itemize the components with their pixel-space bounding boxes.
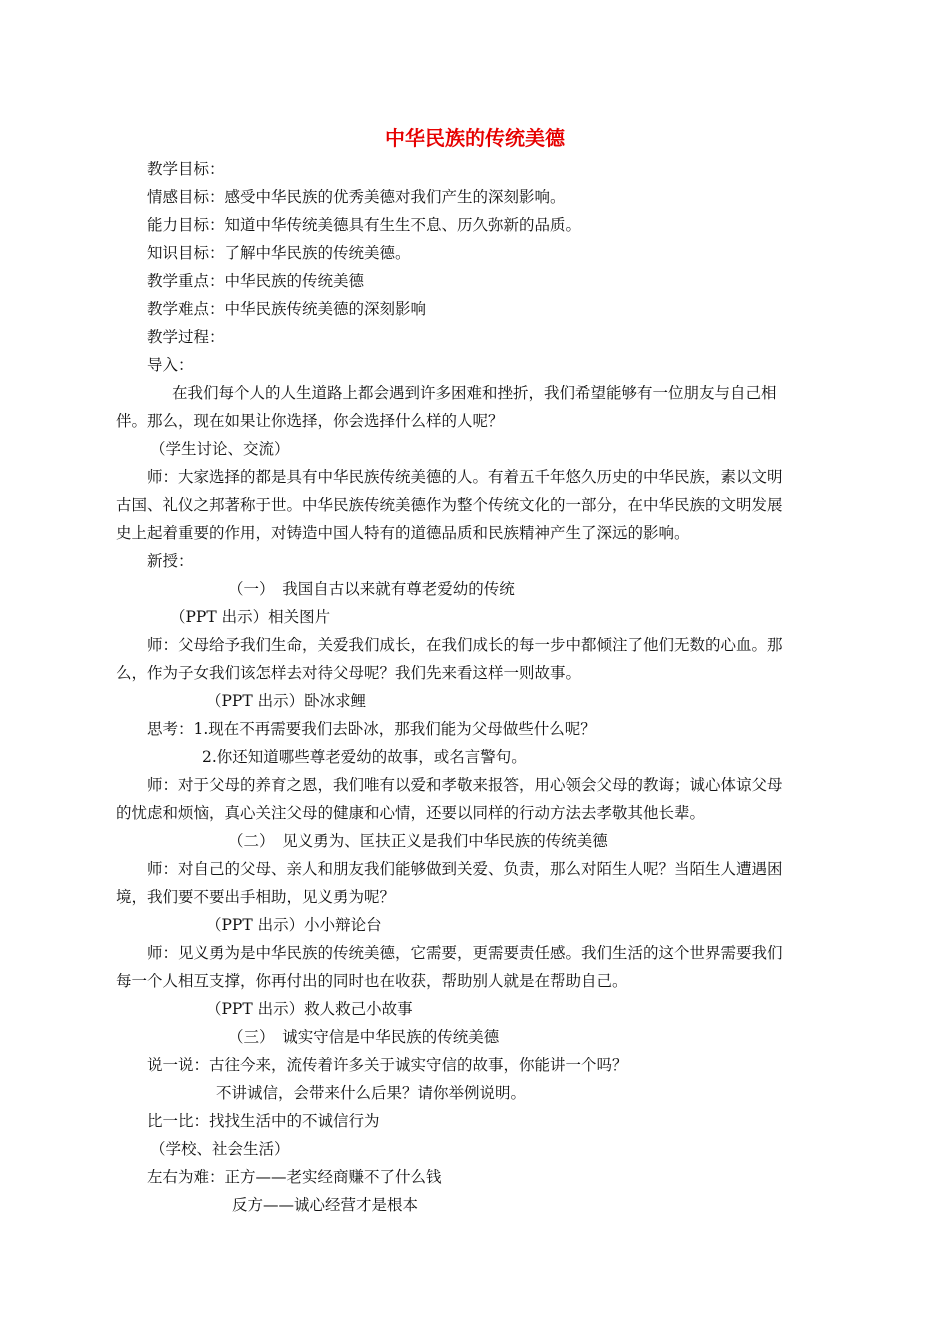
ppt-note-2: （PPT 出示）卧冰求鲤 [206, 692, 367, 710]
say-prompt-1: 说一说：古往今来，流传着许多关于诚实守信的故事，你能讲一个吗？ [147, 1056, 628, 1074]
section-1-heading: （一） 我国自古以来就有尊老爱幼的传统 [228, 580, 515, 598]
teacher-paragraph-5-line-1: 师：见义勇为是中华民族的传统美德，它需要，更需要责任感。我们生活的这个世界需要我们 [147, 944, 783, 962]
intro-paragraph-line-1: 在我们每个人的人生道路上都会遇到许多困难和挫折，我们希望能够有一位朋友与自己相 [172, 384, 777, 402]
dilemma-pro: 左右为难：正方——老实经商赚不了什么钱 [147, 1168, 442, 1186]
discussion-note: （学生讨论、交流） [150, 440, 290, 458]
ppt-note-1: （PPT 出示）相关图片 [170, 608, 331, 626]
think-question-1: 思考：1.现在不再需要我们去卧冰，那我们能为父母做些什么呢？ [147, 720, 596, 738]
teacher-paragraph-1-line-1: 师：大家选择的都是具有中华民族传统美德的人。有着五千年悠久历史的中华民族，素以文明 [147, 468, 783, 486]
new-lesson-heading: 新授： [147, 552, 194, 570]
section-2-heading: （二） 见义勇为、匡扶正义是我们中华民族的传统美德 [228, 832, 608, 850]
compare-prompt: 比一比：找找生活中的不诚信行为 [147, 1112, 380, 1130]
emotion-goal: 情感目标：感受中华民族的优秀美德对我们产生的深刻影响。 [147, 188, 566, 206]
teacher-paragraph-5-line-2: 每一个人相互支撑，你再付出的同时也在收获，帮助别人就是在帮助自己。 [116, 972, 628, 990]
ppt-note-4: （PPT 出示）救人救己小故事 [206, 1000, 413, 1018]
teacher-paragraph-4-line-1: 师：对自己的父母、亲人和朋友我们能够做到关爱、负责，那么对陌生人呢？当陌生人遭遇困 [147, 860, 783, 878]
teacher-paragraph-4-line-2: 境，我们要不要出手相助，见义勇为呢？ [116, 888, 396, 906]
intro-paragraph-line-2: 伴。那么，现在如果让你选择，你会选择什么样的人呢？ [116, 412, 504, 430]
teacher-paragraph-3-line-1: 师：对于父母的养育之恩，我们唯有以爱和孝敬来报答，用心领会父母的教诲；诚心体谅父母 [147, 776, 783, 794]
teacher-paragraph-2-line-1: 师：父母给予我们生命，关爱我们成长，在我们成长的每一步中都倾注了他们无数的心血。那 [147, 636, 783, 654]
intro-heading: 导入： [147, 356, 194, 374]
teacher-paragraph-1-line-3: 史上起着重要的作用，对铸造中国人特有的道德品质和民族精神产生了深远的影响。 [116, 524, 690, 542]
objectives-heading: 教学目标： [147, 160, 225, 178]
teacher-paragraph-1-line-2: 古国、礼仪之邦著称于世。中华民族传统美德作为整个传统文化的一部分，在中华民族的文明发展 [116, 496, 783, 514]
ability-goal: 能力目标：知道中华传统美德具有生生不息、历久弥新的品质。 [147, 216, 582, 234]
think-question-2: 2.你还知道哪些尊老爱幼的故事，或名言警句。 [202, 748, 527, 766]
ppt-note-3: （PPT 出示）小小辩论台 [206, 916, 382, 934]
section-3-heading: （三） 诚实守信是中华民族的传统美德 [228, 1028, 500, 1046]
say-prompt-2: 不讲诚信，会带来什么后果？请你举例说明。 [216, 1084, 527, 1102]
compare-subnote: （学校、社会生活） [150, 1140, 290, 1158]
knowledge-goal: 知识目标：了解中华民族的传统美德。 [147, 244, 411, 262]
document-title: 中华民族的传统美德 [385, 126, 565, 150]
dilemma-con: 反方——诚心经营才是根本 [232, 1196, 419, 1214]
teacher-paragraph-2-line-2: 么，作为子女我们该怎样去对待父母呢？我们先来看这样一则故事。 [116, 664, 582, 682]
difficulty: 教学难点：中华民族传统美德的深刻影响 [147, 300, 427, 318]
key-point: 教学重点：中华民族的传统美德 [147, 272, 365, 290]
teacher-paragraph-3-line-2: 的忧虑和烦恼，真心关注父母的健康和心情，还要以同样的行动方法去孝敬其他长辈。 [116, 804, 706, 822]
process-heading: 教学过程： [147, 328, 225, 346]
